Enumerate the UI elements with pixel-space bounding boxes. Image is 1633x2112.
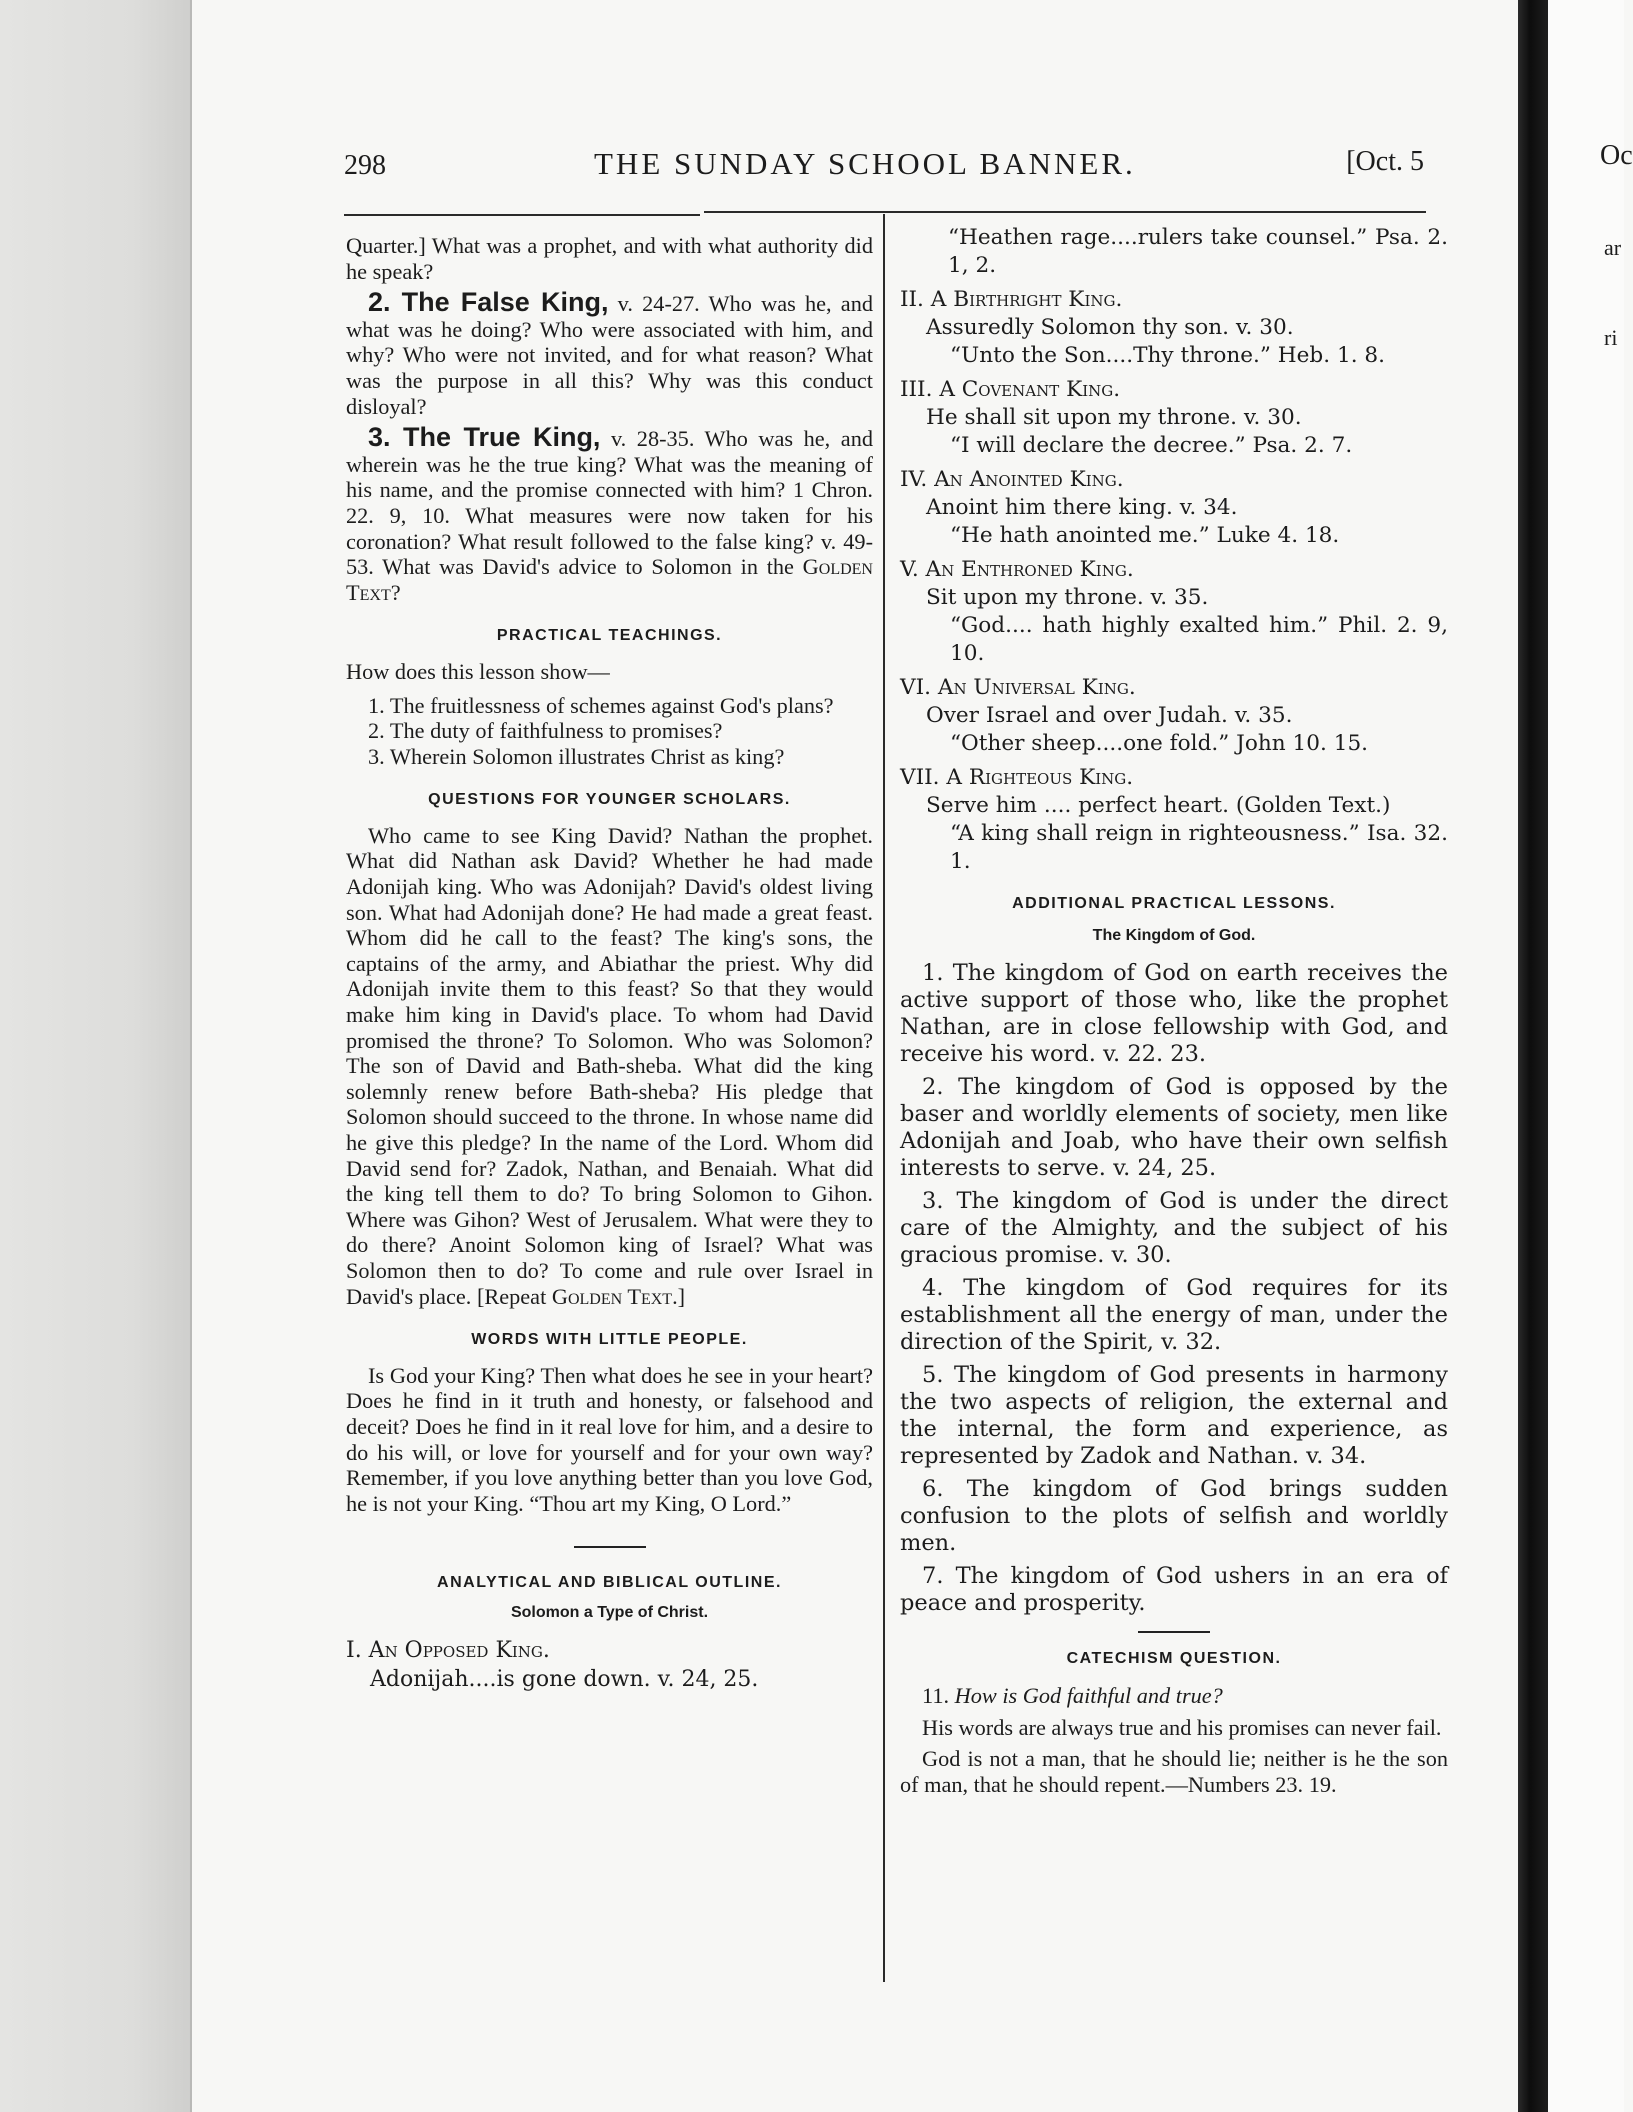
additional-lessons-list [900,960,1448,1617]
golden-text-ref: Golden Text [551,1283,673,1309]
lesson-item: 4. The kingdom of God requires for its establishment all the energy of man, under the direction of the Spirit, v. 32. [900,1275,1448,1355]
catechism-question-text: How is God faithful and true? [954,1683,1223,1708]
page-gutter [1518,0,1548,2112]
little-people-heading: WORDS WITH LITTLE PEOPLE. [471,1331,748,1349]
outline-item [900,376,1448,460]
younger-scholars-end: .] [672,1283,686,1309]
outline-item-head: V. An Enthroned King. [900,557,1134,582]
header-rule-right [704,211,1426,213]
outline-item-head: III. A Covenant King. [900,377,1121,402]
question-3-body: v. 28-35. Who was he, and wherein was he the true king? What was the meaning of his name, and the promise connected with him? 1 Chron. 22. 9, 10. What measures were now taken for his coronation? What result followed to the false king? v. 49-53. What was David's advice to Solomon in the [346,426,873,580]
practical-intro: How does this lesson show— [346,658,610,684]
practical-list [346,693,873,770]
outline-item-quote: “Unto the Son....Thy throne.” Heb. 1. 8. [950,343,1386,368]
outline-item-quote: “He hath anointed me.” Luke 4. 18. [950,523,1340,548]
outline-item-quote: “Other sheep....one fold.” John 10. 15. [950,731,1369,756]
left-column [346,233,873,1694]
lesson-item: 6. The kingdom of God brings sudden confusion to the plots of selfish and worldly men. [900,1476,1448,1556]
outline-item-line: Assuredly Solomon thy son. v. 30. [926,315,1294,340]
issue-date: [Oct. 5 [1346,146,1424,177]
outline-heading: ANALYTICAL AND BIBLICAL OUTLINE. [437,1574,782,1592]
outline-i-quote: “Heathen rage....rulers take counsel.” Psa. 2. 1, 2. [948,225,1448,278]
practical-item: 1. The fruitlessness of schemes against God's plans? [368,692,834,718]
question-3 [346,422,873,605]
outline-item-line: Serve him .... perfect heart. (Golden Text.) [926,793,1391,818]
lesson-item: 7. The kingdom of God ushers in an era of peace and prosperity. [900,1563,1448,1616]
lesson-item: 1. The kingdom of God on earth receives the active support of those who, like the prophet Nathan, are in close fellowship with God, and receive his word. v. 22. 23. [900,960,1448,1067]
catechism-question [900,1683,1448,1709]
outline-subheading: Solomon a Type of Christ. [510,1603,709,1621]
section-divider [1138,1631,1210,1633]
lesson-item: 3. The kingdom of God is under the direct care of the Almighty, and the subject of his gracious promise. v. 30. [900,1188,1448,1268]
outline-item-line: He shall sit upon my throne. v. 30. [926,405,1302,430]
additional-lessons-subheading: The Kingdom of God. [1092,927,1256,944]
outline-list [900,286,1448,876]
outline-item [900,764,1448,876]
outline-item-quote: “A king shall reign in righteousness.” Isa. 32. 1. [950,821,1448,874]
catechism-scripture: God is not a man, that he should lie; neither is he the son of man, that he should repent.—Numbers 23. 19. [900,1746,1448,1797]
younger-scholars-body [346,823,873,1309]
question-3-end: ? [390,579,401,605]
facing-page-edge [1548,0,1633,2112]
facing-page-fragment: ar [1604,235,1622,260]
practical-teachings-heading: PRACTICAL TEACHINGS. [496,627,723,645]
facing-page-fragment: Oc [1600,140,1633,171]
outline-i-head: I. An Opposed King. [346,1637,550,1663]
question-2 [346,287,873,419]
outline-item-quote: “God.... hath highly exalted him.” Phil. 2. 9, 10. [950,613,1448,666]
younger-scholars-heading: QUESTIONS FOR YOUNGER SCHOLARS. [428,791,791,809]
outline-item-line: Over Israel and over Judah. v. 35. [926,703,1293,728]
catechism-heading: CATECHISM QUESTION. [1066,1650,1282,1667]
outline-i-line: Adonijah....is gone down. v. 24, 25. [370,1666,759,1692]
outline-item-head: IV. An Anointed King. [900,467,1124,492]
column-divider [883,214,885,1982]
facing-page-fragment: ri [1604,325,1618,350]
younger-scholars-text: Who came to see King David? Nathan the prophet. What did Nathan ask David? Whether he had made Adonijah king. Who was Adonijah? David's oldest living son. What had Adonijah done? He had made a great feast. Whom did he call to the feast? The king's sons, the captains of the army, and Abiathar the priest. Why did Adonijah invite them to this feast? So that they would make him king in David's place. To whom had David promised the throne? To Solomon. Who was Solomon? The son of David and Bath-sheba. What did the king solemnly renew before Bath-sheba? His pledge that Solomon should succeed to the throne. In whose name did he give this pledge? In the name of the Lord. Whom did David send for? Zadok, Nathan, and Benaiah. What did the king tell them to do? To bring Solomon to Gihon. Where was Gihon? West of Jerusalem. What were they to do there? Anoint Solomon king of Israel? What was Solomon then to do? To come and rule over Israel in David's place. [Repeat [346,822,873,1309]
additional-lessons-heading: ADDITIONAL PRACTICAL LESSONS. [1012,895,1336,912]
header-rule-left [344,214,700,216]
lesson-item: 2. The kingdom of God is opposed by the baser and worldly elements of society, men like Adonijah and Joab, who have their own selfish interests to serve. v. 24, 25. [900,1074,1448,1181]
question-3-title: 3. The True King, [368,422,601,453]
binding-edge [190,0,192,2112]
lesson-item: 5. The kingdom of God presents in harmony the two aspects of religion, the external and the internal, the form and experience, as represented by Zadok and Nathan. v. 34. [900,1362,1448,1469]
outline-item-line: Anoint him there king. v. 34. [926,495,1238,520]
catechism-number: 11. [922,1683,950,1708]
question-2-title: 2. The False King, [368,287,609,318]
outline-item-quote: “I will declare the decree.” Psa. 2. 7. [950,433,1353,458]
right-column [900,224,1448,1797]
practical-item: 2. The duty of faithfulness to promises? [368,718,723,744]
section-divider [574,1546,646,1548]
outline-item [900,674,1448,758]
book-binding-shadow [0,0,190,2112]
page-number: 298 [344,150,386,181]
page-header [344,146,1424,194]
intro-question: Quarter.] What was a prophet, and with what authority did he speak? [346,233,873,284]
outline-item-head: VI. An Universal King. [900,675,1136,700]
running-title: THE SUNDAY SCHOOL BANNER. [594,146,1136,181]
outline-item-head: VII. A Righteous King. [900,765,1134,790]
little-people-body: Is God your King? Then what does he see in your heart? Does he find in it truth and honesty, or falsehood and deceit? Does he find in it real love for him, and a desire to do his will, or love for yourself and for your own way? Remember, if you love anything better than you love God, he is not your King. “Thou art my King, O Lord.” [346,1362,873,1516]
outline-item [900,286,1448,370]
outline-item [900,556,1448,668]
question-2-body: v. 24-27. Who was he, and what was he doing? Who were associated with him, and why? Who were not invited, and for what reason? What was the purpose in all this? Why was this conduct disloyal? [346,291,873,419]
outline-item-head: II. A Birthright King. [900,287,1123,312]
golden-text-ref: Golden Text [346,554,873,605]
outline-item-line: Sit upon my throne. v. 35. [926,585,1209,610]
outline-item [900,466,1448,550]
catechism-answer: His words are always true and his promises can never fail. [922,1714,1442,1740]
practical-item: 3. Wherein Solomon illustrates Christ as king? [368,743,785,769]
